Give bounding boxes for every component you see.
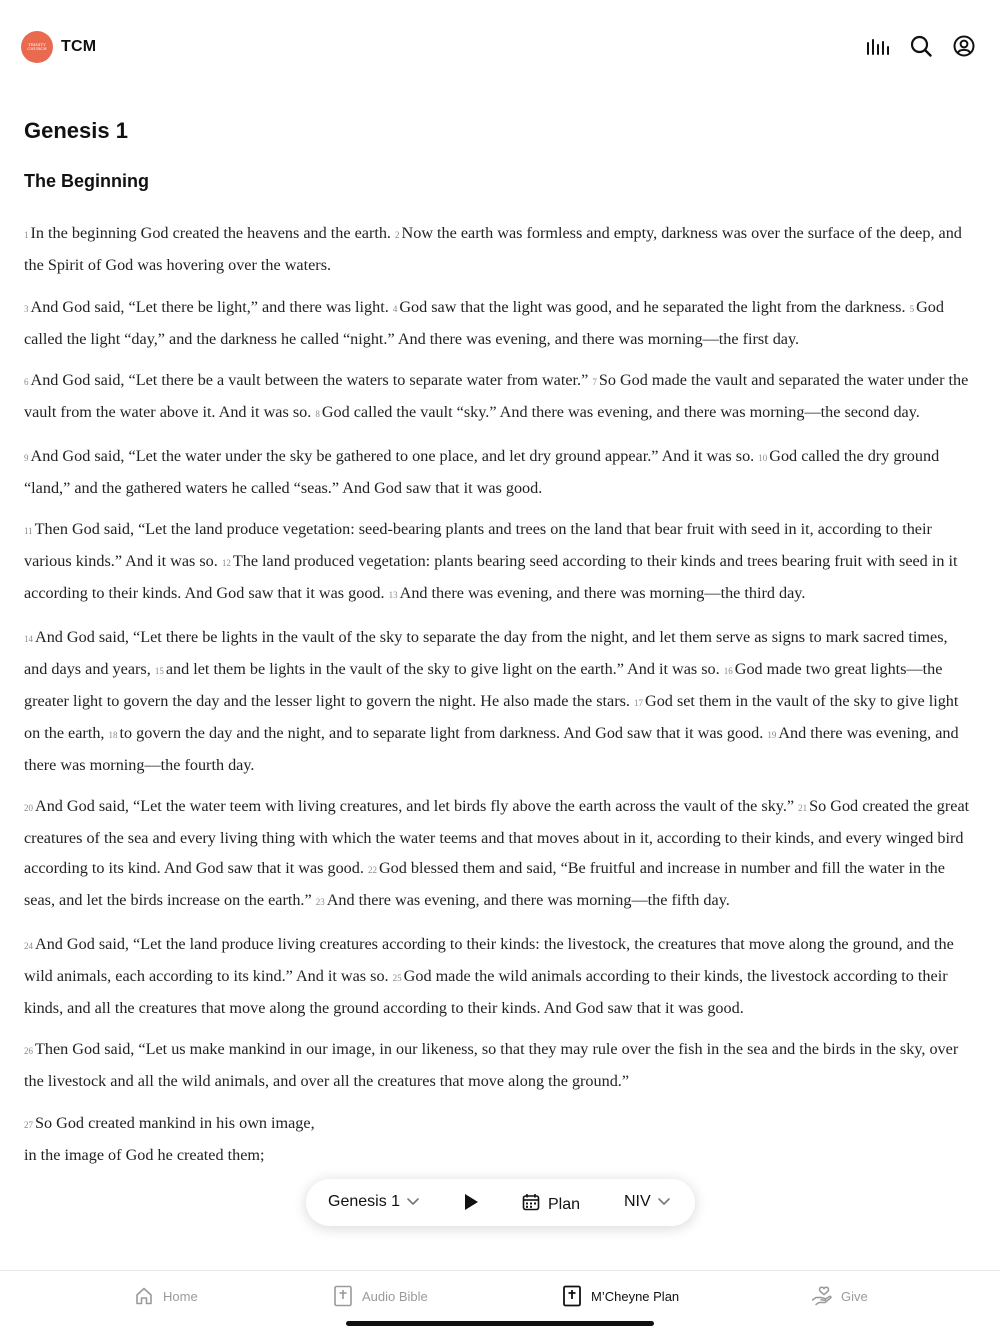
scripture-content: [24, 116, 974, 1270]
version-label: NIV: [624, 1193, 651, 1210]
give-hand-heart-icon: [811, 1285, 833, 1307]
home-indicator: [346, 1321, 654, 1326]
verse[interactable]: God called the dry ground “land,” and the gathered waters he called “seas.” And God saw that it was good.: [24, 446, 940, 497]
verse-number: 17: [634, 697, 644, 708]
verse-number: 23: [315, 897, 325, 907]
nav-mcheyne-plan[interactable]: [561, 1285, 679, 1307]
verse[interactable]: And there was evening, and there was morning—the fifth day.: [326, 891, 730, 909]
verse-number: 6: [24, 377, 29, 387]
verse-paragraph: [24, 791, 974, 917]
bible-icon: [332, 1285, 354, 1307]
verse[interactable]: Then God said, “Let us make mankind in our image, in our likeness, so that they may rule over the fish in the sea and the birds in the sky, over the livestock and all the wild animals, and over all the creatures that move along the ground.”: [24, 1040, 959, 1090]
verse-number: 16: [723, 665, 733, 676]
verse-line: in the image of God he created them;: [24, 1145, 265, 1164]
verse-number: 12: [221, 558, 231, 568]
verse-number: 8: [315, 409, 320, 419]
verse[interactable]: So God created the great creatures of the sea and every living thing with which the water teems and that moves about in it, according to their kinds, and every winged bird according to its kind. And God saw that it was good.: [24, 797, 970, 877]
verse-number: 20: [24, 803, 33, 813]
verse[interactable]: Then God said, “Let the land produce vegetation: seed-bearing plants and trees on the land that bear fruit with seed in it, according to their various kinds.” And it was so.: [24, 520, 932, 570]
verse-number: 9: [24, 452, 29, 463]
verse[interactable]: And God said, “Let the water teem with living creatures, and let birds fly above the earth across the vault of the sky.”: [35, 797, 795, 815]
chapter-selector-label: Genesis 1: [328, 1193, 401, 1210]
verse[interactable]: And God said, “Let there be lights in the vault of the sky to separate the day from the night, and let them serve as signs to mark sacred times, and days and years,: [24, 627, 948, 678]
verse-paragraph: [24, 1034, 974, 1096]
verse-number: 26: [24, 1046, 33, 1056]
nav-audio-bible[interactable]: [332, 1285, 428, 1307]
verse-paragraph: [24, 929, 974, 1023]
nav-home-label: Home: [163, 1288, 198, 1304]
verse-number: 1: [24, 230, 29, 240]
verse-number: 21: [798, 803, 808, 813]
verse-number: 27: [24, 1119, 33, 1130]
verse[interactable]: In the beginning God created the heavens and the earth.: [30, 224, 391, 242]
verse-number: 22: [367, 865, 377, 875]
reading-player-bar: [306, 1179, 695, 1226]
verse[interactable]: God blessed them and said, “Be fruitful and increase in number and fill the water in the seas, and let the birds increase on the earth.”: [24, 859, 945, 909]
verse[interactable]: God called the vault “sky.” And there was evening, and there was morning—the second day.: [321, 403, 920, 421]
verse-number: 18: [108, 729, 118, 740]
verse-paragraph: [24, 441, 974, 503]
verse-number: 5: [909, 303, 915, 314]
chevron-down-icon: [657, 1193, 671, 1211]
verse[interactable]: God set them in the vault of the sky to give light on the earth,: [24, 691, 959, 742]
verse[interactable]: God called the light “day,” and the darkness he called “night.” And there was evening, and there was morning—the first day.: [24, 297, 944, 348]
verse-number: 7: [592, 377, 597, 387]
audio-bars-icon[interactable]: [866, 34, 890, 58]
bible-icon: [561, 1285, 583, 1307]
section-heading: The Beginning: [24, 171, 149, 191]
verse-number: 4: [392, 303, 398, 314]
verse-paragraph: [24, 292, 974, 354]
verse[interactable]: And God said, “Let there be a vault between the waters to separate water from water.”: [30, 371, 589, 389]
verse-number: 24: [24, 940, 33, 951]
verse-paragraph: [24, 514, 974, 610]
verse-number: 11: [24, 526, 33, 536]
church-logo[interactable]: [21, 31, 53, 63]
search-icon[interactable]: [909, 34, 933, 58]
play-icon[interactable]: [461, 1192, 481, 1212]
verse-number: 3: [24, 303, 29, 314]
verse-paragraph: [24, 218, 974, 280]
verse-paragraph: [24, 622, 974, 780]
nav-give[interactable]: [811, 1285, 868, 1307]
nav-mcheyne-plan-label: M’Cheyne Plan: [591, 1288, 680, 1304]
chapter-selector[interactable]: [328, 1193, 420, 1211]
calendar-icon: [522, 1193, 540, 1216]
verse[interactable]: to govern the day and the night, and to separate light from darkness. And God saw that it was good.: [119, 723, 764, 742]
verse[interactable]: So God created mankind in his own image,: [35, 1113, 315, 1132]
plan-button[interactable]: [522, 1193, 580, 1216]
home-icon: [133, 1285, 155, 1307]
verse-paragraph: [24, 365, 974, 429]
verse[interactable]: And there was evening, and there was morning—the fourth day.: [24, 723, 959, 774]
verse-number: 2: [395, 230, 400, 240]
verse[interactable]: and let them be lights in the vault of the sky to give light on the earth.” And it was so.: [165, 659, 720, 678]
verse-paragraph: [24, 1108, 974, 1140]
verse-number: 15: [154, 665, 164, 676]
chevron-down-icon: [406, 1193, 420, 1211]
verse-number: 10: [758, 452, 768, 463]
verse-number: 14: [24, 633, 33, 644]
verse[interactable]: And God said, “Let the water under the sky be gathered to one place, and let dry ground appear.” And it was so.: [30, 446, 755, 465]
verse-number: 25: [392, 972, 402, 983]
verse[interactable]: And God said, “Let the land produce living creatures according to their kinds: the livestock, the creatures that move along the ground, and the wild animals, each according to its kind.” And it was so.: [24, 934, 954, 985]
nav-give-label: Give: [841, 1288, 868, 1304]
verse-paragraph: [24, 1140, 974, 1170]
version-selector[interactable]: [624, 1193, 671, 1211]
verse-number: 13: [388, 590, 398, 600]
verse[interactable]: And there was evening, and there was morning—the third day.: [399, 584, 806, 602]
verse-text: [24, 218, 974, 1170]
plan-label: Plan: [548, 1195, 581, 1213]
verse[interactable]: Now the earth was formless and empty, darkness was over the surface of the deep, and the Spirit of God was hovering over the waters.: [24, 224, 962, 274]
nav-home[interactable]: [133, 1285, 198, 1307]
brand-name[interactable]: TCM: [61, 38, 97, 55]
verse-number: 19: [767, 729, 777, 740]
verse[interactable]: And God said, “Let there be light,” and there was light.: [30, 297, 389, 316]
top-actions: [866, 34, 976, 58]
account-icon[interactable]: [952, 34, 976, 58]
top-bar: [0, 0, 1000, 96]
verse[interactable]: The land produced vegetation: plants bearing seed according to their kinds and trees bearing fruit with seed in it according to their kinds. And God saw that it was good.: [24, 552, 958, 602]
nav-audio-bible-label: Audio Bible: [362, 1288, 428, 1304]
verse[interactable]: God made the wild animals according to their kinds, the livestock according to their kinds, and all the creatures that move along the ground according to their kinds. And God saw that it was good.: [24, 966, 948, 1017]
logo-text: TRINITY CHURCH: [27, 42, 47, 51]
verse[interactable]: God saw that the light was good, and he separated the light from the darkness.: [399, 297, 906, 316]
chapter-title: Genesis 1: [24, 118, 128, 143]
verse[interactable]: So God made the vault and separated the water under the vault from the water above it. And it was so.: [24, 371, 969, 421]
verse[interactable]: God made two great lights—the greater light to govern the day and the lesser light to govern the night. He also made the stars.: [24, 659, 943, 710]
